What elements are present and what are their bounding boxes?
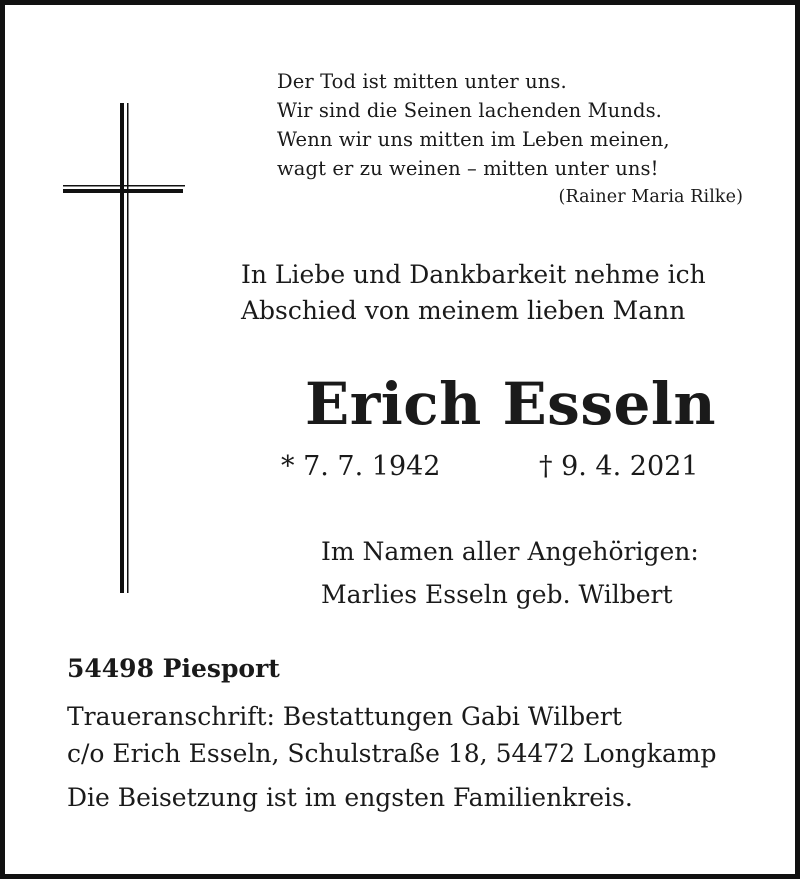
mourning-address — [67, 698, 717, 772]
cross-vertical-thin — [127, 103, 129, 593]
cross-vertical-bar — [120, 103, 124, 593]
poem-line: Wenn wir uns mitten im Leben meinen, — [277, 128, 670, 151]
place: 54498 Piesport — [67, 654, 280, 683]
birth-date: * 7. 7. 1942 — [281, 451, 441, 482]
family-signature — [321, 530, 699, 616]
poem-attribution: (Rainer Maria Rilke) — [558, 187, 743, 207]
intro-line: In Liebe und Dankbarkeit nehme ich — [241, 260, 706, 289]
poem-line: Der Tod ist mitten unter uns. — [277, 70, 567, 93]
death-date: † 9. 4. 2021 — [539, 451, 699, 482]
cross-horizontal-thin — [63, 185, 185, 187]
burial-note: Die Beisetzung ist im engsten Familienkreis. — [67, 783, 633, 812]
address-line: c/o Erich Esseln, Schulstraße 18, 54472 Longkamp — [67, 739, 717, 768]
intro-line: Abschied von meinem lieben Mann — [241, 296, 686, 325]
cross-horizontal-bar — [63, 189, 183, 193]
address-line: Traueranschrift: Bestattungen Gabi Wilbert — [67, 702, 622, 731]
family-line: Marlies Esseln geb. Wilbert — [321, 580, 673, 609]
life-dates — [281, 450, 699, 484]
poem — [277, 67, 743, 212]
poem-line: wagt er zu weinen – mitten unter uns! — [277, 157, 659, 180]
family-line: Im Namen aller Angehörigen: — [321, 537, 699, 566]
poem-line: Wir sind die Seinen lachenden Munds. — [277, 99, 662, 122]
intro-text — [241, 257, 706, 329]
deceased-name: Erich Esseln — [305, 370, 717, 438]
